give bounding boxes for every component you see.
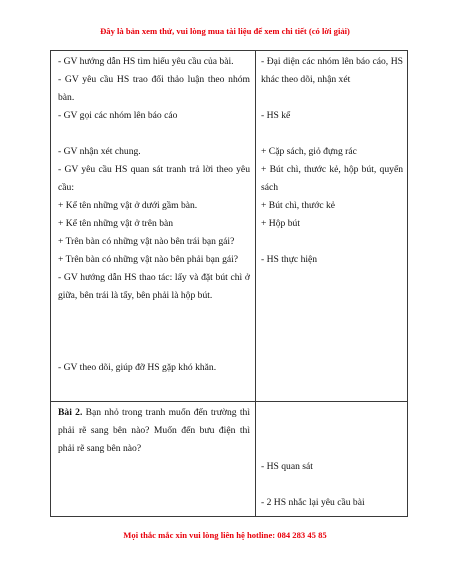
teacher-step: - GV gọi các nhóm lên báo cáo — [58, 110, 178, 121]
student-step: + Cặp sách, giỏ đựng rác — [261, 146, 357, 157]
teacher-step: + Kể tên những vật ở dưới gầm bàn. — [58, 200, 198, 211]
teacher-step: + Trên bàn có những vật nào bên phải bạn gái? — [58, 254, 239, 265]
exercise-text: Bạn nhỏ trong tranh muốn đến trường thì phải rẽ sang bên nào? Muốn đến bưu điện thì phải rẽ sang bên nào? — [58, 407, 250, 454]
preview-banner: Đây là bản xem thử, vui lòng mua tài liệu để xem chi tiết (có lời giải) — [100, 26, 350, 36]
exercise-label: Bài 2. — [58, 407, 83, 418]
teacher-step: - GV hướng dẫn HS thao tác: lấy và đặt bút chì ở giữa, bên trái là tẩy, bên phải là hộp bút. — [58, 272, 250, 301]
teacher-step: - GV yêu cầu HS quan sát tranh trả lời theo yêu cầu: — [58, 164, 250, 193]
teacher-step: - GV nhận xét chung. — [58, 146, 141, 157]
exercise-student-cell — [261, 404, 403, 512]
student-step: - HS thực hiện — [261, 254, 318, 265]
student-step: - Đại diện các nhóm lên báo cáo, HS khác theo dõi, nhận xét — [261, 56, 403, 85]
student-step: - HS kể — [261, 110, 291, 121]
teacher-step: + Trên bàn có những vật nào bên trái bạn gái? — [58, 236, 235, 247]
student-step: - HS quan sát — [261, 461, 313, 472]
row-divider — [51, 401, 407, 402]
student-step: + Bút chì, thước kẻ, hộp bút, quyển sách — [261, 164, 403, 193]
teacher-step: - GV yêu cầu HS trao đổi thảo luận theo nhóm bàn. — [58, 74, 250, 103]
teacher-step: - GV theo dõi, giúp đỡ HS gặp khó khăn. — [58, 362, 217, 373]
teacher-step: + Kể tên những vật ở trên bàn — [58, 218, 174, 229]
student-activities-cell — [261, 53, 403, 269]
teacher-activities-cell — [58, 53, 250, 377]
exercise-cell — [58, 404, 250, 458]
student-step: - 2 HS nhắc lại yêu cầu bài — [261, 497, 365, 508]
teacher-step: - GV hướng dẫn HS tìm hiểu yêu cầu của bài. — [58, 56, 234, 67]
hotline-footer: Mọi thắc mắc xin vui lòng liên hệ hotline: 084 283 45 85 — [123, 530, 327, 540]
column-divider — [255, 51, 256, 516]
student-step: + Bút chì, thước kẻ — [261, 200, 336, 211]
student-step: + Hộp bút — [261, 218, 300, 229]
lesson-table — [50, 50, 408, 517]
